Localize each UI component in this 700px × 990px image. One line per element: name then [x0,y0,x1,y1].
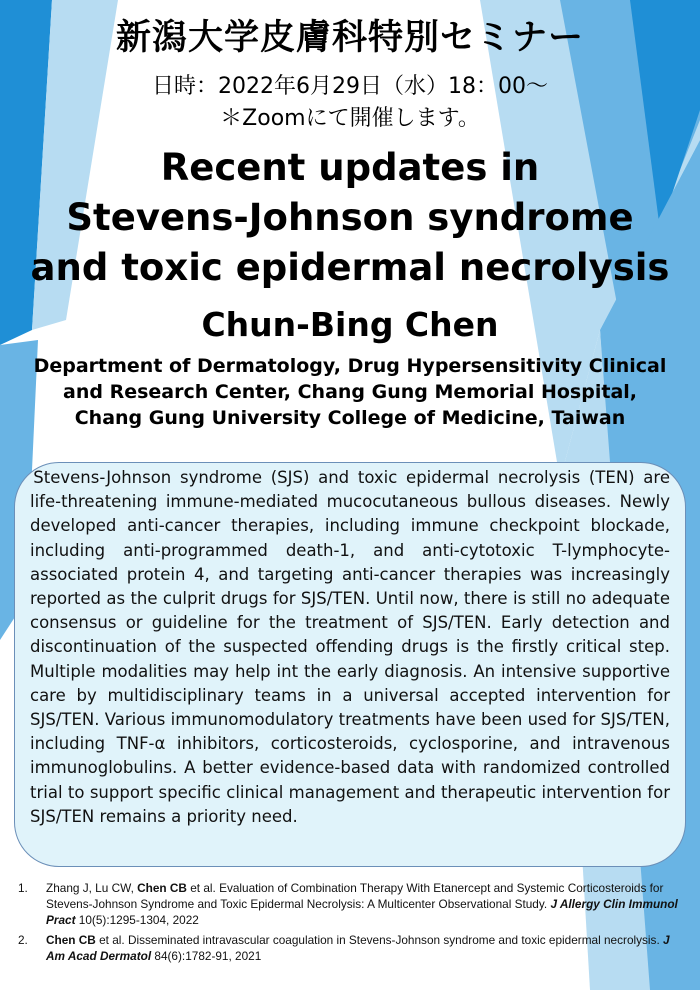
reference-text: et al. Disseminated intravascular coagulation in Stevens-Johnson syndrome and toxic epidermal necrolysis. [95,933,664,947]
seminar-datetime: 日時：2022年6月29日（水）18：00〜 [152,74,548,99]
talk-title-line-3: and toxic epidermal necrolysis [30,246,670,289]
reference-item [14,932,686,964]
talk-title-line-1: Recent updates in [160,146,540,189]
affiliation-line-1: Department of Dermatology, Drug Hypersensitivity Clinical [33,355,667,377]
reference-authors: Zhang J, Lu CW, [46,881,138,895]
affiliation-line-2: and Research Center, Chang Gung Memorial Hospital, [63,381,637,403]
zoom-note: ＊Zoomにて開催します。 [220,106,480,131]
reference-number: 1. [18,881,28,895]
reference-citation: 84(6):1782-91, 2021 [151,949,262,963]
talk-title [0,143,700,293]
reference-journal: J Allergy Clin Immunol Pract [46,897,678,927]
references-list [14,880,686,968]
reference-citation: 10(5):1295-1304, 2022 [75,913,199,927]
speaker-affiliation [0,353,700,431]
abstract-body: Stevens-Johnson syndrome (SJS) and toxic epidermal necrolysis (TEN) are life-threatening immune-mediated mucocutaneous bullous diseases. Newly developed anti-cancer therapies, including immune checkpoint blockade, including anti-programmed death-1, and anti-cytotoxic T-lymphocyte-associated protein 4, and targeting anti-cancer therapies was increasingly reported as the culprit drugs for SJS/TEN. Until now, there is still no adequate consensus or guideline for the treatment of SJS/TEN. Early detection and discontinuation of the suspected offending drugs is the firstly critical step. Multiple modalities may help int the early diagnosis. An intensive supportive care by multidisciplinary teams in a universal accepted intervention for SJS/TEN. Various immunomodulatory treatments have been used for SJS/TEN, including TNF-α inhibitors, corticosteroids, cyclosporine, and intravenous immunoglobulins. A better evidence-based data with randomized controlled trial to support specific clinical management and therapeutic intervention for SJS/TEN remains a priority need. [30,468,670,826]
abstract-text [30,466,670,829]
reference-highlight-author: Chen CB [137,881,187,895]
speaker-name: Chun-Bing Chen [201,305,499,344]
talk-title-line-2: Stevens-Johnson syndrome [66,196,634,239]
reference-text: et al. Evaluation of Combination Therapy With Etanercept and Systemic Corticosteroids for Stevens-Johnson Syndrome and Toxic Epidermal Necrolysis: A Multicenter Observational Study. [46,881,664,911]
reference-journal: J Am Acad Dermatol [46,933,670,963]
affiliation-line-3: Chang Gung University College of Medicine, Taiwan [74,407,626,429]
reference-item [14,880,686,928]
seminar-series-title: 新潟大学皮膚科特別セミナー [115,18,584,58]
reference-highlight-author: Chen CB [46,933,96,947]
reference-number: 2. [18,933,28,947]
